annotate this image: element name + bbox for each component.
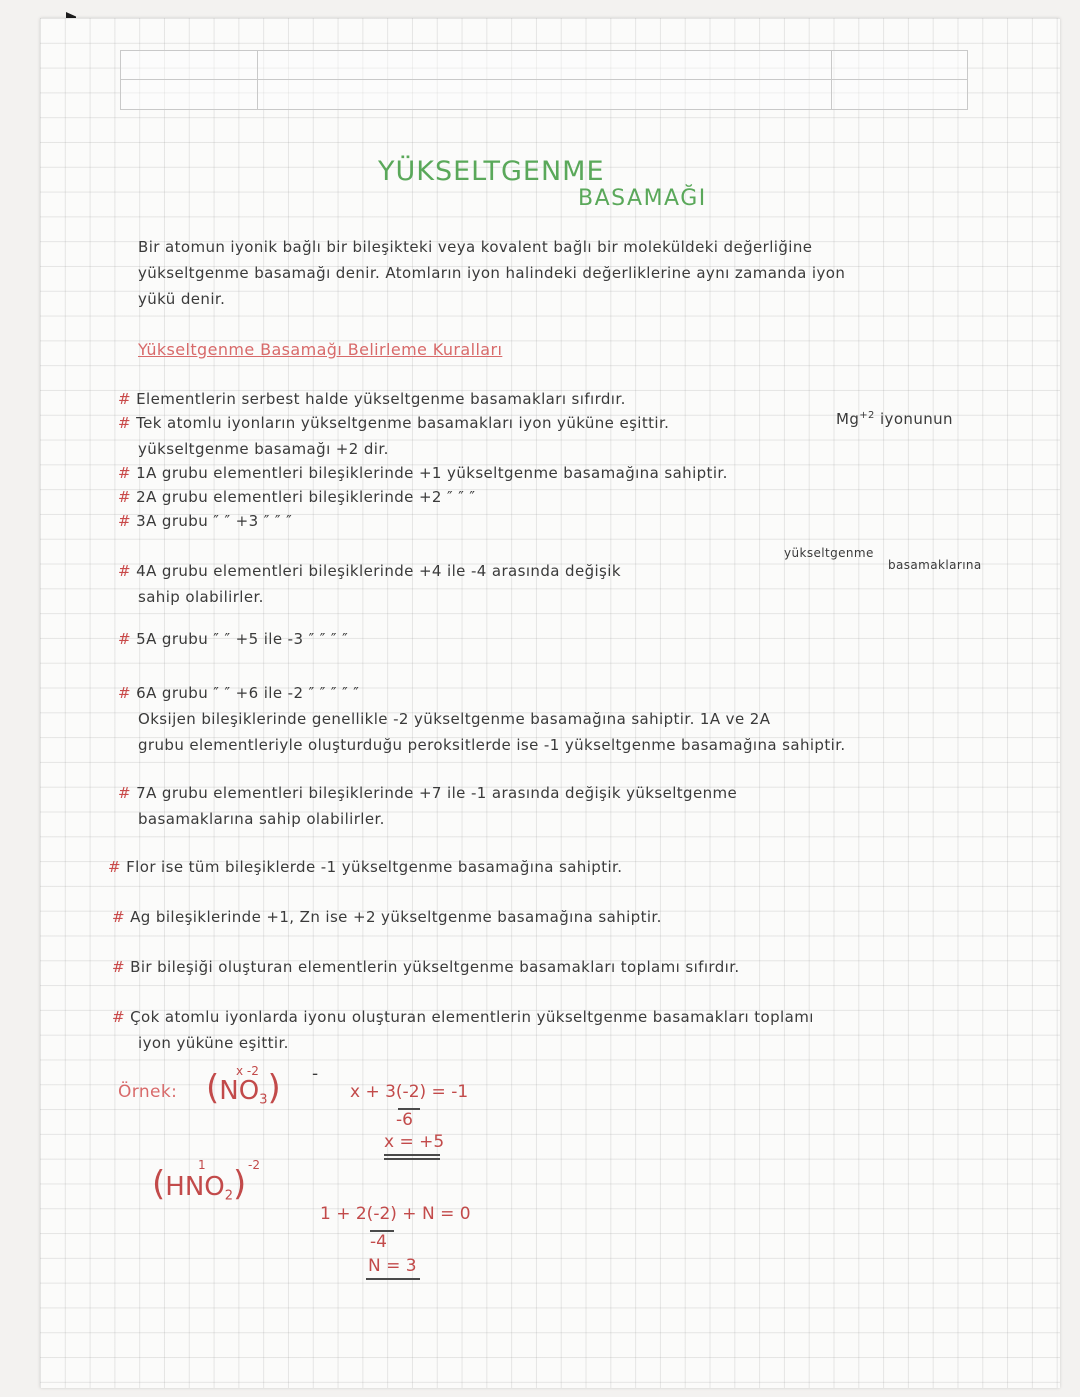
rule-6-above: yükseltgenme — [784, 546, 874, 560]
rule-6: # 4A grubu elementleri bileşiklerinde +4 ile -4 arasında değişik — [118, 562, 621, 580]
ex1-equation: x + 3(-2) = -1 — [350, 1082, 469, 1102]
ex2-subtotal: -4 — [370, 1232, 387, 1252]
rule-12: # Bir bileşiği oluşturan elementlerin yükseltgenme basamakları toplamı sıfırdır. — [112, 958, 740, 976]
ex1-result: x = +5 — [384, 1132, 445, 1152]
ex2-result-underline — [366, 1278, 420, 1280]
ex1-formula: $(NO_3)$ — [206, 1068, 281, 1108]
rule-8: # 6A grubu ″ ″ +6 ile -2 ″ ″ ″ ″ ″ — [118, 684, 360, 702]
rule-2-cont: yükseltgenme basamağı +2 dir. — [138, 440, 389, 458]
ex1-oxidation-marks: x -2 — [236, 1064, 259, 1078]
rule-4: # 2A grubu elementleri bileşiklerinde +2 ″ ″ ″ — [118, 488, 476, 506]
header-box — [120, 50, 968, 110]
ex1-result-underline — [384, 1154, 440, 1156]
ex2-formula: $(HNO_2)$ — [152, 1164, 247, 1204]
rule-2: # Tek atomlu iyonların yükseltgenme basamakları iyon yüküne eşittir. — [118, 414, 670, 432]
rule-8-cont1: Oksijen bileşiklerinde genellikle -2 yükseltgenme basamağına sahiptir. 1A ve 2A — [138, 710, 771, 728]
intro-line3: yükü denir. — [138, 290, 226, 308]
ex2-result: N = 3 — [368, 1256, 417, 1276]
ex2-equation: 1 + 2(-2) + N = 0 — [320, 1204, 471, 1224]
ex1-result-underline2 — [384, 1158, 440, 1160]
rule-13: # Çok atomlu iyonlarda iyonu oluşturan elementlerin yükseltgenme basamakları toplamı — [112, 1008, 814, 1026]
rule-2-mg: $Mg^{+2}$ iyonunun — [836, 410, 953, 428]
rule-6-end: basamaklarına — [888, 558, 982, 572]
title-line2: BASAMAĞI — [578, 186, 707, 211]
rule-7: # 5A grubu ″ ″ +5 ile -3 ″ ″ ″ ″ — [118, 630, 349, 648]
rule-11: # Ag bileşiklerinde +1, Zn ise +2 yükseltgenme basamağına sahiptir. — [112, 908, 662, 926]
ex2-mark-o: -2 — [248, 1158, 260, 1172]
intro-line1: Bir atomun iyonik bağlı bir bileşikteki veya kovalent bağlı bir moleküldeki değerliğine — [138, 238, 813, 256]
intro-line2: yükseltgenme basamağı denir. Atomların iyon halindeki değerliklerine aynı zamanda iyon — [138, 264, 846, 282]
ex1-charge: - — [312, 1064, 319, 1084]
example-label: Örnek: — [118, 1082, 178, 1102]
rules-heading: Yükseltgenme Basamağı Belirleme Kuralları — [138, 340, 503, 359]
rule-8-cont2: grubu elementleriyle oluşturduğu peroksitlerde ise -1 yükseltgenme basamağına sahiptir. — [138, 736, 846, 754]
title-line1: YÜKSELTGENME — [378, 156, 605, 187]
rule-1: # Elementlerin serbest halde yükseltgenme basamakları sıfırdır. — [118, 390, 626, 408]
ex2-mark-h: 1 — [198, 1158, 206, 1172]
rule-9: # 7A grubu elementleri bileşiklerinde +7 ile -1 arasında değişik yükseltgenme — [118, 784, 738, 802]
ex1-subtotal: -6 — [396, 1110, 413, 1130]
rule-5: # 3A grubu ″ ″ +3 ″ ″ ″ — [118, 512, 293, 530]
rule-13-cont: iyon yüküne eşittir. — [138, 1034, 289, 1052]
rule-3: # 1A grubu elementleri bileşiklerinde +1 yükseltgenme basamağına sahiptir. — [118, 464, 728, 482]
rule-10: # Flor ise tüm bileşiklerde -1 yükseltgenme basamağına sahiptir. — [108, 858, 623, 876]
rule-9-cont: basamaklarına sahip olabilirler. — [138, 810, 385, 828]
rule-6-cont: sahip olabilirler. — [138, 588, 264, 606]
